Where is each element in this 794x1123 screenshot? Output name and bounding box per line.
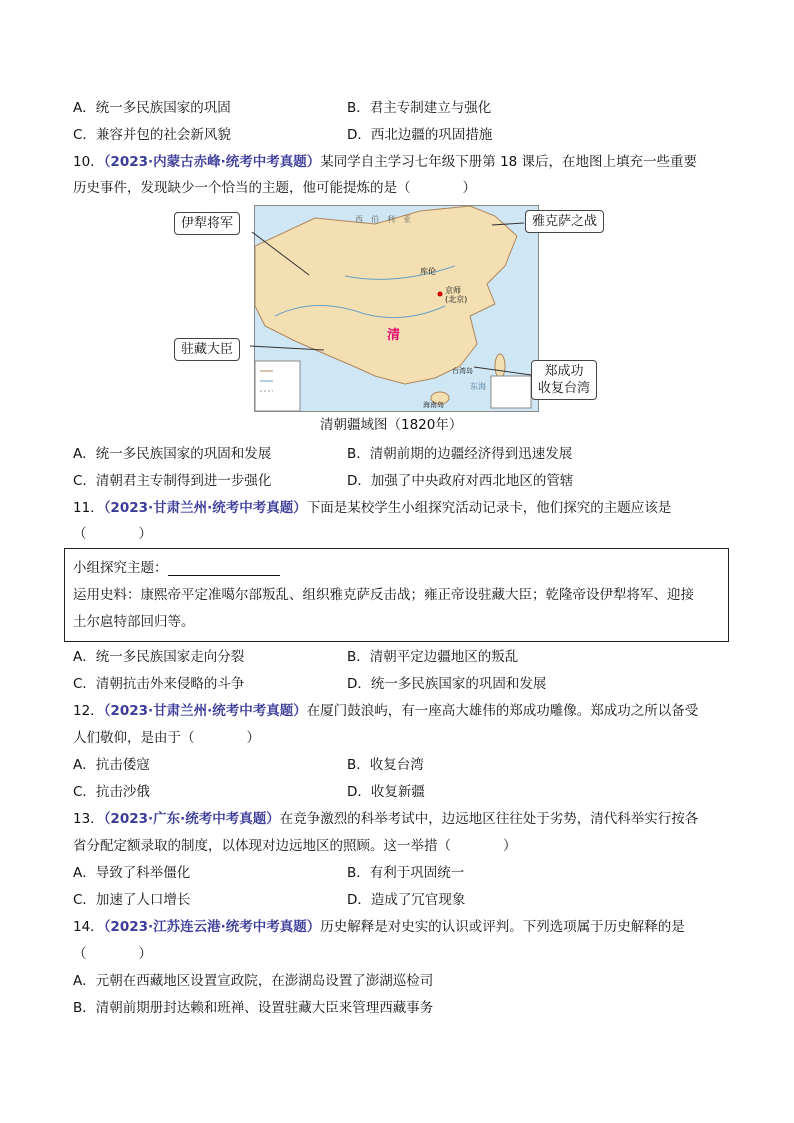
label-zheng-line2: 收复台湾 — [538, 381, 591, 396]
inset-map — [491, 376, 531, 408]
map-image — [254, 205, 539, 412]
q11-paren-close: ） — [138, 526, 152, 542]
q13-option-d[interactable]: D．造成了冗官现象 — [347, 892, 466, 908]
q11-source: （2023·甘肃兰州·统考中考真题） — [103, 500, 307, 516]
taiwan-island — [495, 354, 505, 378]
card-topic-label: 小组探究主题： — [73, 560, 168, 576]
q12-stem-text2: 人们敬仰，是由于（ — [73, 730, 195, 746]
q10-stem-line1 — [73, 150, 697, 170]
q9-option-b[interactable]: B．君主专制建立与强化 — [347, 100, 492, 116]
q11-option-c[interactable]: C．清朝抗击外来侵略的斗争 — [73, 676, 245, 692]
card-topic-row — [73, 556, 280, 576]
q14-paren-close: ） — [138, 946, 152, 962]
q12-source: （2023·甘肃兰州·统考中考真题） — [103, 703, 307, 719]
qing-label: 清 — [387, 328, 401, 343]
q11-paren-open: （ — [73, 526, 87, 542]
q12-option-b[interactable]: B．收复台湾 — [347, 757, 424, 773]
q10-stem-text2: 历史事件，发现缺少一个恰当的主题，他可能提炼的是（ — [73, 180, 411, 196]
q12-stem-line1 — [73, 699, 698, 719]
q10-option-c[interactable]: C．清朝君主专制得到进一步强化 — [73, 473, 272, 489]
q14-option-a[interactable]: A．元朝在西藏地区设置宣政院，在澎湖岛设置了澎湖巡检司 — [73, 973, 434, 989]
q12-option-d[interactable]: D．收复新疆 — [347, 784, 425, 800]
q13-stem-text: 在竞争激烈的科举考试中，边远地区往往处于劣势，清代科举实行按各 — [279, 811, 699, 827]
card-material-line1: 运用史料：康熙帝平定准噶尔部叛乱、组织雅克萨反击战；雍正帝设驻藏大臣；乾隆帝设伊犁将军、迎接 — [73, 587, 694, 603]
q9-option-a[interactable]: A．统一多民族国家的巩固 — [73, 100, 231, 116]
q10-option-a[interactable]: A．统一多民族国家的巩固和发展 — [73, 446, 272, 462]
q12-number: 12． — [73, 703, 104, 719]
q12-paren-close: ） — [246, 730, 260, 746]
q10-number: 10． — [73, 154, 104, 170]
capital-marker — [438, 292, 443, 297]
q10-paren-close: ） — [462, 180, 476, 196]
q10-option-b[interactable]: B．清朝前期的边疆经济得到迅速发展 — [347, 446, 573, 462]
q12-option-c[interactable]: C．抗击沙俄 — [73, 784, 150, 800]
map-caption: 清朝疆域图（1820年） — [320, 417, 463, 433]
jingshi-text: 京师 — [445, 286, 461, 295]
q10-option-d[interactable]: D．加强了中央政府对西北地区的管辖 — [347, 473, 574, 489]
q13-option-c[interactable]: C．加速了人口增长 — [73, 892, 191, 908]
q14-number: 14． — [73, 919, 104, 935]
q13-option-b[interactable]: B．有利于巩固统一 — [347, 865, 465, 881]
label-zhuzang-minister: 驻藏大臣 — [174, 338, 240, 361]
q13-number: 13． — [73, 811, 104, 827]
q11-stem-line2 — [73, 522, 152, 542]
q12-option-a[interactable]: A．抗击倭寇 — [73, 757, 150, 773]
taiwan-label: 台湾岛 — [452, 367, 473, 375]
q11-option-a[interactable]: A．统一多民族国家走向分裂 — [73, 649, 245, 665]
q12-stem-line2 — [73, 726, 260, 746]
q13-stem-line1 — [73, 807, 698, 827]
q11-stem-line1 — [73, 496, 671, 516]
label-yakesa-battle: 雅克萨之战 — [525, 210, 604, 233]
q11-option-d[interactable]: D．统一多民族国家的巩固和发展 — [347, 676, 547, 692]
hainan-label: 海南岛 — [423, 401, 444, 409]
beijing-text: (北京) — [445, 295, 468, 304]
q14-source: （2023·江苏连云港·统考中考真题） — [103, 919, 321, 935]
q11-stem-text: 下面是某校学生小组探究活动记录卡，他们探究的主题应该是 — [306, 500, 672, 516]
q14-stem-line2 — [73, 942, 152, 962]
q10-stem-text: 某同学自主学习七年级下册第 18 课后，在地图上填充一些重要 — [320, 154, 698, 170]
inquiry-record-card — [64, 548, 729, 642]
siberia-label: 西 伯 利 亚 — [355, 215, 411, 224]
q11-option-b[interactable]: B．清朝平定边疆地区的叛乱 — [347, 649, 519, 665]
q13-paren-close: ） — [503, 838, 517, 854]
kulu-label: 库伦 — [420, 267, 436, 276]
q9-option-d[interactable]: D．西北边疆的巩固措施 — [347, 127, 493, 143]
q10-source: （2023·内蒙古赤峰·统考中考真题） — [103, 154, 321, 170]
q14-option-b[interactable]: B．清朝前期册封达赖和班禅、设置驻藏大臣来管理西藏事务 — [73, 1000, 434, 1016]
q11-number: 11． — [73, 500, 104, 516]
q9-option-c[interactable]: C．兼容并包的社会新风貌 — [73, 127, 231, 143]
q14-paren-open: （ — [73, 946, 87, 962]
qing-land-shape — [255, 206, 517, 384]
card-topic-blank[interactable] — [168, 561, 280, 576]
label-zheng-line1: 郑成功 — [544, 364, 584, 379]
q14-stem-text: 历史解释是对史实的认识或评判。下列选项属于历史解释的是 — [320, 919, 685, 935]
q13-stem-line2 — [73, 834, 517, 854]
q13-source: （2023·广东·统考中考真题） — [103, 811, 280, 827]
q13-stem-text2: 省分配定额录取的制度，以体现对边远地区的照顾。这一举措（ — [73, 838, 451, 854]
donghai-label: 东海 — [470, 382, 486, 391]
q13-option-a[interactable]: A．导致了科举僵化 — [73, 865, 191, 881]
map-legend — [255, 361, 300, 411]
q12-stem-text: 在厦门鼓浪屿，有一座高大雄伟的郑成功雕像。郑成功之所以备受 — [306, 703, 699, 719]
map-svg — [255, 206, 538, 411]
capital-label — [445, 286, 467, 304]
label-yili-general: 伊犁将军 — [174, 212, 240, 235]
label-zheng-chenggong — [531, 360, 597, 400]
qing-territory-map — [174, 205, 624, 410]
q14-stem-line1 — [73, 915, 685, 935]
card-material-line2: 土尔扈特部回归等。 — [73, 614, 195, 630]
q10-stem-line2 — [73, 176, 476, 196]
